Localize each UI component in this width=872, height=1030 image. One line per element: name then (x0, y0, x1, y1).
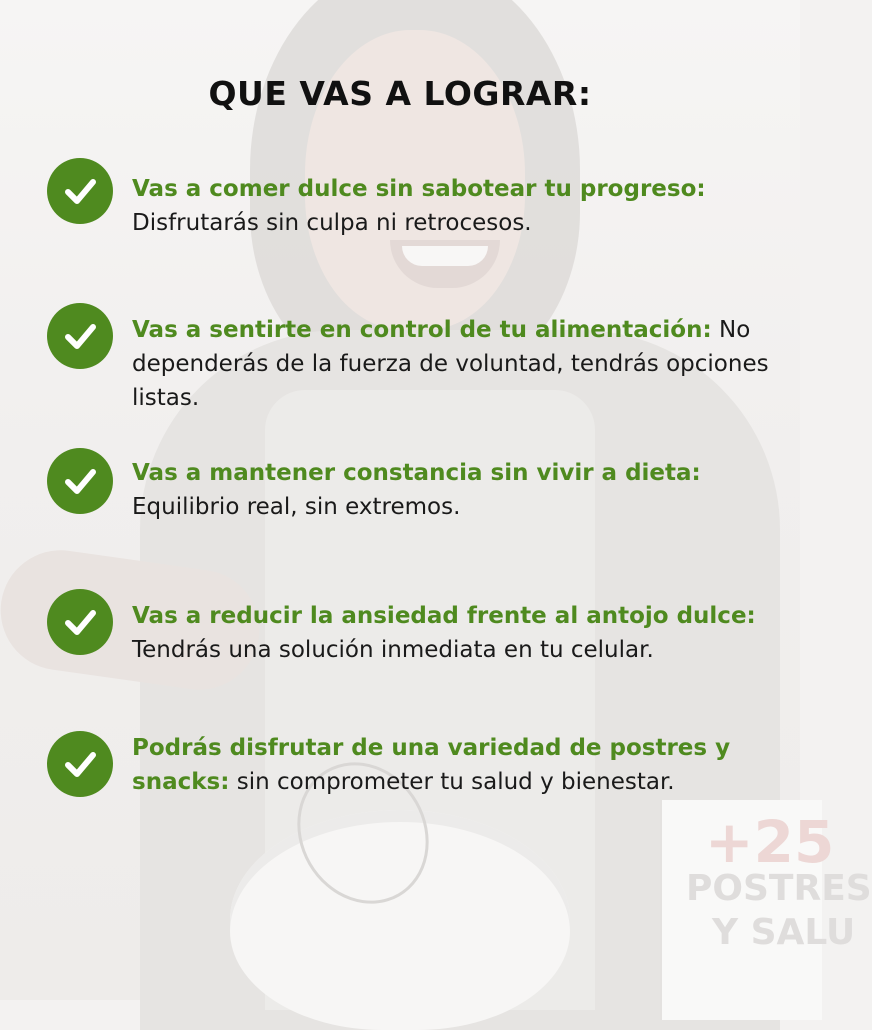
benefit-detail: Disfrutarás sin culpa ni retrocesos. (132, 210, 532, 236)
check-circle-icon (47, 731, 113, 797)
product-count-text: +25 (705, 808, 835, 876)
benefit-text (132, 599, 772, 667)
benefit-lead: Vas a reducir la ansiedad frente al antojo dulce: (132, 603, 756, 629)
benefit-text (132, 731, 772, 799)
check-circle-icon (47, 158, 113, 224)
benefit-lead: Vas a sentirte en control de tu alimentación: (132, 317, 712, 343)
page-title: QUE VAS A LOGRAR: (208, 74, 592, 113)
benefit-text (132, 172, 772, 240)
check-circle-icon (47, 303, 113, 369)
benefit-lead: Vas a mantener constancia sin vivir a dieta: (132, 460, 701, 486)
benefit-lead: Vas a comer dulce sin sabotear tu progreso: (132, 176, 706, 202)
product-subtitle-text: Y SALU (712, 912, 856, 953)
check-circle-icon (47, 448, 113, 514)
benefit-detail: Tendrás una solución inmediata en tu celular. (132, 637, 654, 663)
benefit-detail: No dependerás de la fuerza de voluntad, tendrás opciones listas. (132, 317, 769, 411)
product-title-text: POSTRES (686, 868, 872, 909)
benefit-detail: sin comprometer tu salud y bienestar. (229, 769, 675, 795)
check-circle-icon (47, 589, 113, 655)
benefit-text (132, 313, 772, 415)
benefit-detail: Equilibrio real, sin extremos. (132, 494, 461, 520)
benefit-lead: Podrás disfrutar de una variedad de postres y snacks: (132, 735, 731, 795)
benefit-text (132, 456, 772, 524)
